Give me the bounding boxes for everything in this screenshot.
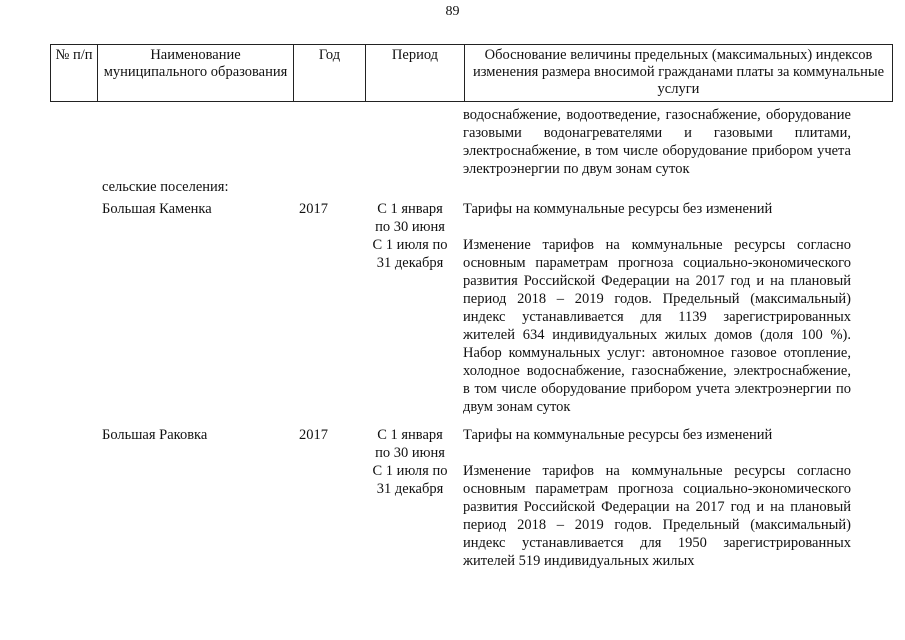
continuation-text: водоснабжение, водоотведение, газоснабжение, оборудование газовыми водонагревателями и газовыми плитами, электроснабжение, в том числе оборудование прибором учета электроэнергии по двум зонам суток bbox=[463, 107, 851, 177]
row-justification-second-half: Изменение тарифов на коммунальные ресурсы согласно основным параметрам прогноза социально-экономического развития Российской Федерации на 2017 год и на плановый период 2018 – 2019 годов. Предельный (максимальный) индекс устанавливается для 1950 зарегистрированных жителей 519 индивидуальных жилых bbox=[463, 463, 851, 569]
row-justification-first-half: Тарифы на коммунальные ресурсы без изменений bbox=[463, 427, 773, 443]
row-period-second-half: С 1 июля по 31 декабря bbox=[372, 463, 448, 497]
row-period-second-half: С 1 июля по 31 декабря bbox=[372, 237, 448, 271]
row-justification-first-half: Тарифы на коммунальные ресурсы без изменений bbox=[463, 201, 773, 217]
row-justification-second-half: Изменение тарифов на коммунальные ресурсы согласно основным параметрам прогноза социально-экономического развития Российской Федерации на 2017 год и на плановый период 2018 – 2019 годов. Предельный (максимальный) индекс устанавливается для 1139 зарегистрированных жителей 634 индивидуальных жилых домов (доля 100 %). Набор коммунальных услуг: автономное газовое отопление, холодное водоснабжение, газоснабжение, электроснабжение, в том числе оборудование прибором учета электроэнергии по двум зонам суток bbox=[463, 237, 851, 415]
row-period-first-half: С 1 января по 30 июня bbox=[375, 201, 445, 235]
row-name-bolshaya-rakovka: Большая Раковка bbox=[102, 427, 208, 443]
header-col-number: № п/п bbox=[51, 45, 98, 102]
table-header bbox=[50, 44, 893, 102]
header-col-justification: Обоснование величины предельных (максимальных) индексов изменения размера вносимой гражданами платы за коммунальные услуги bbox=[465, 45, 893, 102]
row-name-bolshaya-kamenka: Большая Каменка bbox=[102, 201, 212, 217]
header-col-year: Год bbox=[294, 45, 366, 102]
page-number: 89 bbox=[445, 4, 460, 19]
section-label: сельские поселения: bbox=[102, 179, 229, 195]
header-col-municipality: Наименование муниципального образования bbox=[98, 45, 294, 102]
row-period-first-half: С 1 января по 30 июня bbox=[375, 427, 445, 461]
header-col-period: Период bbox=[366, 45, 465, 102]
row-year: 2017 bbox=[299, 201, 328, 217]
row-year: 2017 bbox=[299, 427, 328, 443]
